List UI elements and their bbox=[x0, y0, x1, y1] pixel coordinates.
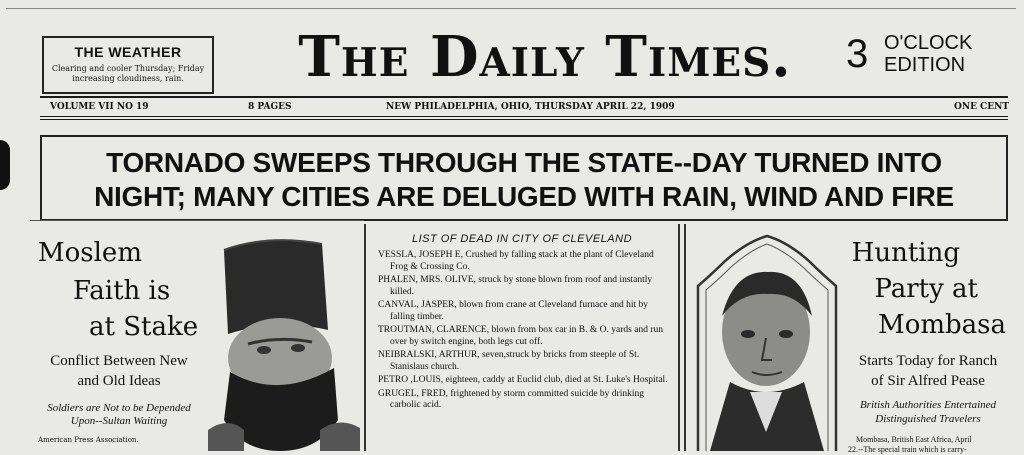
dead-detail: blown from box car in B. & O. yards and run over by switch engine, both legs cut off. bbox=[390, 325, 663, 347]
right-headline-1: Hunting bbox=[851, 238, 960, 268]
infobar-top-rule bbox=[40, 96, 1008, 98]
dead-list-entry bbox=[378, 389, 670, 412]
weather-box bbox=[42, 36, 214, 94]
dead-detail: struck by stone blown from roof and instantly killed. bbox=[390, 275, 653, 297]
dead-detail: frightened by storm committed suicide by drinking carbolic acid. bbox=[390, 388, 644, 410]
left-headline-3: at Stake bbox=[89, 312, 199, 342]
left-deck-2: Upon--Sultan Waiting bbox=[70, 415, 168, 427]
price: ONE CENT bbox=[954, 102, 1010, 112]
dead-detail: blown from crane at Cleveland furnace and hit by falling timber. bbox=[390, 300, 648, 322]
dead-name: TROUTMAN, CLARENCE, bbox=[378, 325, 490, 335]
left-subhead-2: and Old Ideas bbox=[77, 373, 161, 389]
edition-number: 3 bbox=[846, 32, 869, 76]
left-subhead-1: Conflict Between New bbox=[50, 353, 188, 369]
right-subhead-1: Starts Today for Ranch bbox=[858, 353, 998, 369]
left-deck-1: Soldiers are Not to be Depended bbox=[47, 402, 191, 414]
newspaper-title: The Daily Times. bbox=[298, 24, 792, 90]
right-column-rule bbox=[684, 224, 686, 451]
banner-line-2: NIGHT; MANY CITIES ARE DELUGED WITH RAIN, WIND AND FIRE bbox=[94, 181, 954, 212]
dead-name: VESSLA, JOSEPH E, bbox=[378, 250, 463, 260]
weather-line-2: increasing cloudiness, rain. bbox=[72, 74, 184, 83]
right-deck-2: Distinguished Travelers bbox=[875, 413, 981, 425]
dead-list-title: LIST OF DEAD IN CITY OF CLEVELAND bbox=[411, 233, 633, 245]
dead-detail: seven,struck by bricks from steeple of St. Stanislaus church. bbox=[390, 350, 640, 372]
right-body-1: Mombasa, British East Africa, April bbox=[856, 435, 972, 444]
dead-list-entry bbox=[378, 250, 670, 273]
banner-line-1: TORNADO SWEEPS THROUGH THE STATE--DAY TURNED INTO bbox=[106, 147, 942, 178]
infobar-bottom-rule bbox=[40, 116, 1008, 117]
banner-headline bbox=[40, 135, 1008, 221]
dead-list-entry bbox=[378, 375, 670, 387]
right-headline-3: Mombasa bbox=[878, 310, 1006, 340]
dead-list-entry bbox=[378, 325, 670, 348]
dead-name: NEIBRALSKI, ARTHUR, bbox=[378, 350, 480, 360]
dead-name: CANVAL, JASPER, bbox=[378, 300, 457, 310]
edition-label bbox=[884, 32, 972, 76]
dateline: NEW PHILADELPHIA, OHIO, THURSDAY APRIL 22, 1909 bbox=[386, 102, 675, 112]
photo-credit: American Press Association. bbox=[38, 436, 139, 444]
left-headline-2: Faith is bbox=[73, 276, 171, 306]
sultan-portrait bbox=[208, 230, 360, 451]
right-headline-2: Party at bbox=[874, 274, 978, 304]
right-deck-1: British Authorities Entertained bbox=[859, 399, 997, 411]
dead-detail: eighteen, caddy at Euclid club, died at St. Luke's Hospital. bbox=[443, 375, 668, 385]
torn-edge bbox=[0, 140, 10, 190]
page-count: 8 PAGES bbox=[248, 102, 292, 112]
dead-list bbox=[378, 250, 670, 414]
dead-list-entry bbox=[378, 300, 670, 323]
infobar-bottom-rule-2 bbox=[40, 119, 1008, 120]
edition-line-1: O'CLOCK bbox=[884, 32, 973, 54]
hunter-portrait bbox=[694, 232, 840, 451]
dead-list-entry bbox=[378, 350, 670, 373]
right-body-2: 22.--The special train which is carry- bbox=[848, 445, 967, 454]
dead-detail: Crushed by falling stack at the plant of Cleveland Frog & Crossing Co. bbox=[390, 250, 654, 272]
dead-name: GRUGEL, FRED, bbox=[378, 388, 448, 399]
dead-list-entry bbox=[378, 275, 670, 298]
volume-number: VOLUME VII NO 19 bbox=[50, 102, 149, 112]
dead-name: PETRO ,LOUIS, bbox=[378, 375, 444, 385]
section-divider-left bbox=[30, 220, 364, 221]
dead-name: PHALEN, MRS. OLIVE, bbox=[378, 275, 476, 285]
weather-forecast bbox=[44, 64, 212, 84]
weather-line-1: Clearing and cooler Thursday; Friday bbox=[51, 64, 205, 73]
weather-title: THE WEATHER bbox=[74, 44, 182, 60]
right-subhead-2: of Sir Alfred Pease bbox=[871, 373, 985, 389]
left-headline-1: Moslem bbox=[38, 238, 142, 268]
top-edge-rule bbox=[6, 8, 1016, 9]
edition-line-2: EDITION bbox=[884, 54, 966, 76]
